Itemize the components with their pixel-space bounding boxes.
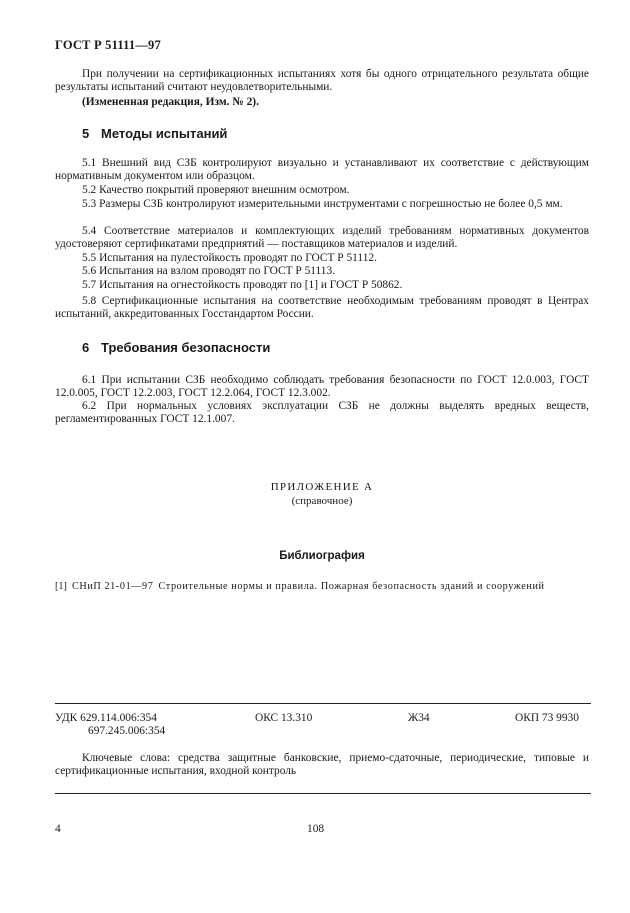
clause-5-4: 5.4 Соответствие материалов и комплектующих изделий требованиям нормативных документов удостоверяют сертификатами предприятий — поставщиков материалов и изделий. (55, 225, 589, 251)
clause-6-2: 6.2 При нормальных условиях эксплуатации СЗБ не должны выделять вредных веществ, регламентированных ГОСТ 12.1.007. (55, 400, 589, 426)
footer-top-rule (55, 703, 591, 704)
clause-5-6: 5.6 Испытания на взлом проводят по ГОСТ Р 51113. (82, 265, 336, 277)
bibliography-title: Библиография (279, 550, 365, 562)
clause-5-8: 5.8 Сертификационные испытания на соответствие необходимым требованиям проводят в Центрах испытаний, аккредитованных Госстандартом России. (55, 295, 589, 321)
section-5-title: Методы испытаний (101, 126, 228, 141)
section-6-heading (82, 340, 270, 355)
bibliography-doc-title: Строительные нормы и правила. Пожарная безопасность зданий и сооружений (158, 581, 545, 592)
appendix-label: ПРИЛОЖЕНИЕ А (270, 481, 374, 493)
document-code: ГОСТ Р 51111—97 (55, 38, 161, 52)
footer-bottom-rule (55, 793, 591, 794)
udk-code-1: УДК 629.114.006:354 (55, 712, 157, 724)
oks-code: ОКС 13.310 (255, 712, 313, 724)
section-6-title: Требования безопасности (101, 340, 271, 355)
okp-code: ОКП 73 9930 (515, 712, 579, 724)
clause-5-1: 5.1 Внешний вид СЗБ контролируют визуально и устанавливают их соответствие с действующим нормативным документом или образцом. (55, 157, 589, 183)
intro-paragraph: При получении на сертификационных испытаниях хотя бы одного отрицательного результата общие результаты испытаний считают неудовлетворительными. (55, 68, 589, 94)
clause-6-1: 6.1 При испытании СЗБ необходимо соблюдать требования безопасности по ГОСТ 12.0.003, ГОСТ 12.0.005, ГОСТ 12.2.003, ГОСТ 12.2.064, ГОСТ 12.3.002. (55, 374, 589, 400)
clause-5-7: 5.7 Испытания на огнестойкость проводят по [1] и ГОСТ Р 50862. (82, 279, 403, 291)
bibliography-ref: [1] (55, 581, 67, 592)
group-code: Ж34 (408, 712, 430, 724)
page-number-center: 108 (307, 823, 325, 835)
page-number-left: 4 (55, 823, 61, 835)
clause-5-5: 5.5 Испытания на пулестойкость проводят по ГОСТ Р 51112. (82, 252, 377, 264)
section-5-heading (82, 126, 227, 141)
section-6-number: 6 (82, 340, 90, 355)
clause-5-3: 5.3 Размеры СЗБ контролируют измерительными инструментами с погрешностью не более 0,5 мм. (82, 198, 563, 210)
section-5-number: 5 (82, 126, 90, 141)
amendment-note: (Измененная редакция, Изм. № 2). (82, 96, 259, 108)
bibliography-doc: СНиП 21-01—97 (71, 581, 154, 592)
clause-5-2: 5.2 Качество покрытий проверяют внешним осмотром. (82, 184, 350, 196)
bibliography-entry (55, 581, 545, 592)
udk-code-2: 697.245.006:354 (88, 725, 166, 737)
appendix-type: (справочное) (291, 495, 353, 507)
keywords: Ключевые слова: средства защитные банковские, приемо-сдаточные, периодические, типовые и сертификационные испытания, входной контроль (55, 752, 589, 778)
